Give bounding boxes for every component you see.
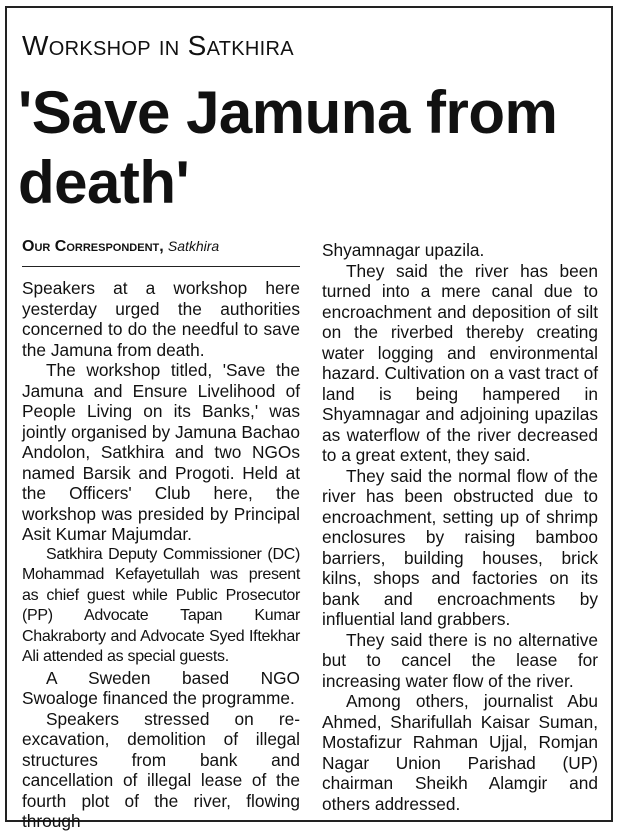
article-paragraph: Speakers at a workshop here yesterday urged the authorities concerned to do the needful to save the Jamuna from death. [22, 278, 300, 360]
article-column-left [22, 278, 300, 832]
byline-divider [22, 266, 300, 267]
article-paragraph: They said the river has been turned into a mere canal due to encroachment and deposition of silt on the riverbed thereby creating water logging and environmental hazard. Cultivation on a vast tract of land is being hampered in Shyamnagar and adjoining upazilas as waterflow of the river decreased to a great extent, they said. [322, 260, 598, 465]
article-paragraph: The workshop titled, 'Save the Jamuna and Ensure Livelihood of People Living on its Banks,' was jointly organised by Jamuna Bachao Andolon, Satkhira and two NGOs named Barsik and Progoti. Held at the Officers' Club here, the workshop was presided by Principal Asit Kumar Majumdar. [22, 360, 300, 544]
byline-place: Satkhira [167, 238, 220, 254]
article-kicker: Workshop in Satkhira [22, 30, 294, 61]
article-column-right [322, 240, 598, 814]
article-paragraph: A Sweden based NGO Swoaloge financed the programme. [22, 667, 300, 708]
article-paragraph: They said the normal flow of the river has been obstructed due to encroachment, setting up of shrimp enclosures by raising bamboo barriers, building houses, brick kilns, shops and factories on its bank and encroachments by influential land grabbers. [322, 465, 598, 629]
article-headline: 'Save Jamuna from death' [18, 79, 558, 216]
article-paragraph: Among others, journalist Abu Ahmed, Sharifullah Kaisar Suman, Mostafizur Rahman Ujjal, Romjan Nagar Union Parishad (UP) chairman Sheikh Alamgir and others addressed. [322, 691, 598, 814]
article-paragraph: They said there is no alternative but to cancel the lease for increasing water flow of the river. [322, 629, 598, 691]
article-paragraph: Shyamnagar upazila. [322, 240, 485, 260]
byline [22, 238, 219, 256]
article-paragraph: Speakers stressed on re-excavation, demolition of illegal structures from bank and cancellation of illegal lease of the fourth plot of the river, flowing through [22, 708, 300, 831]
byline-author: Our Correspondent, [22, 238, 164, 255]
article-paragraph: Satkhira Deputy Commissioner (DC) Mohammad Kefayetullah was present as chief guest while Public Prosecutor (PP) Advocate Tapan Kumar Chakraborty and Advocate Syed Iftekhar Ali attended as special guests. [22, 545, 300, 665]
